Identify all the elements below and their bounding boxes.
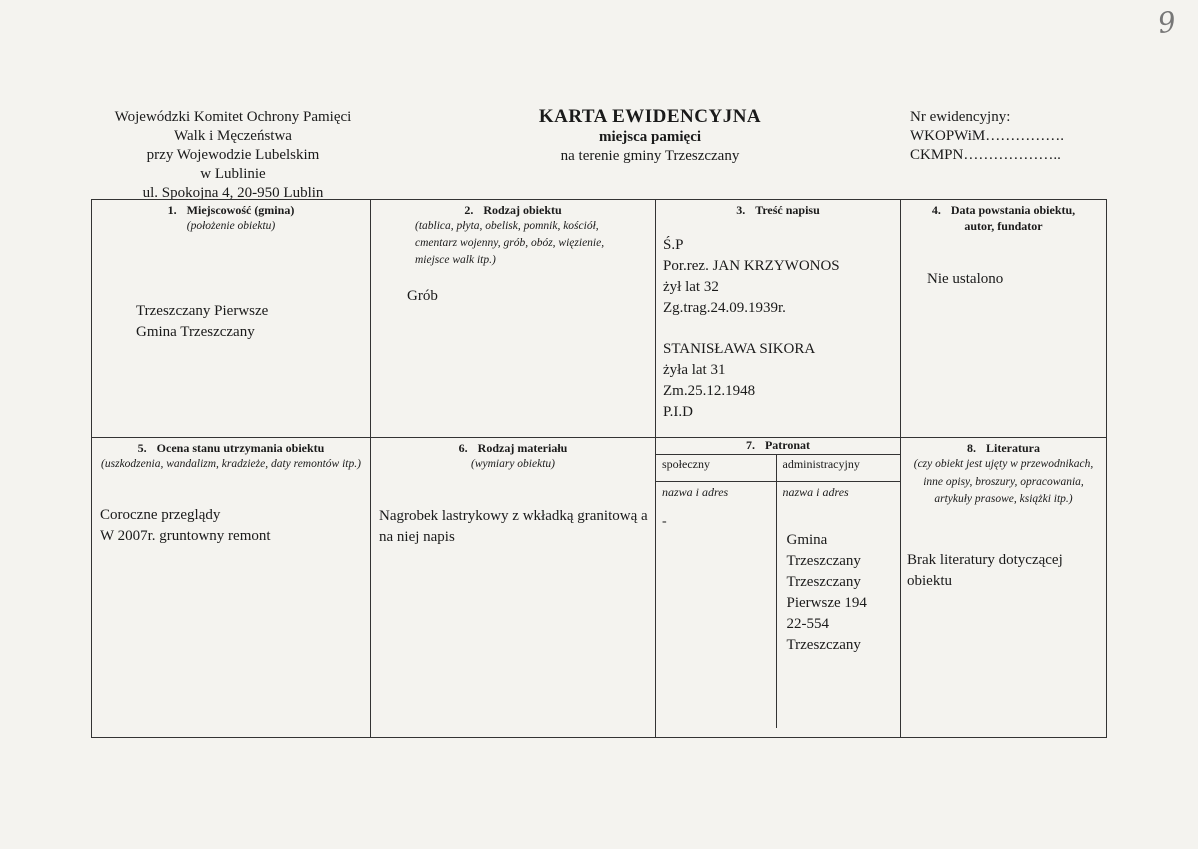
field-value: Ś.P Por.rez. JAN KRZYWONOS żył lat 32 Zg.trag.24.09.1939r. STANISŁAWA SIKORA żyła lat 31 Zm.25.12.1948 P.I.D: [663, 237, 840, 420]
field-header: 6. Rodzaj materiału: [458, 441, 568, 455]
registry-label: Nr ewidencyjny:: [910, 109, 1011, 125]
field-value: Nagrobek lastrykowy z wkładką granitową a na niej napis: [379, 508, 648, 545]
issuer-line: Walk i Męczeństwa: [174, 128, 292, 144]
field-header: 5. Ocena stanu utrzymania obiektu: [137, 441, 325, 455]
patronage-admin-label: administracyjny: [776, 455, 900, 482]
issuer-block: [98, 108, 368, 203]
patronage-social-sublabel: nazwa i adres: [656, 482, 776, 503]
document-title-block: [500, 106, 800, 166]
field-location: [92, 200, 371, 438]
field-header-line2: autor, fundator: [964, 219, 1043, 233]
patronage-table: [656, 438, 900, 728]
patronage-admin-sublabel: nazwa i adres: [776, 482, 900, 503]
field-note: (tablica, płyta, obelisk, pomnik, kościół, cmentarz wojenny, grób, obóz, więzienie, miejsce walk itp.): [415, 220, 605, 266]
field-value: Nie ustalono: [927, 271, 1004, 287]
field-header: 3. Treść napisu: [736, 203, 820, 217]
patronage-social-value: -: [656, 502, 776, 728]
field-material: [371, 438, 656, 738]
field-value: Grób: [407, 288, 438, 304]
field-patronage: [656, 438, 901, 738]
field-note: (czy obiekt jest ujęty w przewodnikach, inne opisy, broszury, opracowania, artykuły prasowe, książki itp.): [913, 458, 1094, 505]
field-creation-date: [901, 200, 1107, 438]
registry-number-block: [910, 108, 1110, 165]
patronage-admin-value: Gmina Trzeszczany Trzeszczany Pierwsze 194 22-554 Trzeszczany: [786, 532, 867, 653]
field-value: Coroczne przeglądy W 2007r. gruntowny remont: [100, 507, 271, 544]
field-object-type: [371, 200, 656, 438]
registry-ckmpn: CKMPN………………..: [910, 147, 1061, 163]
registry-wkopwim: WKOPWiM…………….: [910, 128, 1064, 144]
field-value: Trzeszczany Pierwsze Gmina Trzeszczany: [136, 303, 269, 340]
issuer-address: ul. Spokojna 4, 20-950 Lublin: [142, 185, 324, 201]
field-note: (uszkodzenia, wandalizm, kradzieże, daty remontów itp.): [101, 458, 361, 470]
document-title: KARTA EWIDENCYJNA: [538, 106, 762, 127]
field-header: 7. Patronat: [745, 438, 811, 452]
page-number: 9: [1155, 4, 1179, 41]
field-header: 4. Data powstania obiektu,: [931, 203, 1076, 217]
issuer-line: w Lublinie: [200, 166, 266, 182]
field-note: (wymiary obiektu): [471, 458, 555, 470]
field-value: Brak literatury dotyczącej obiektu: [907, 552, 1063, 589]
issuer-line: Wojewódzki Komitet Ochrony Pamięci: [114, 109, 352, 125]
field-condition: [92, 438, 371, 738]
field-note: (położenie obiektu): [186, 220, 276, 232]
field-header: 2. Rodzaj obiektu: [464, 203, 562, 217]
document-subtitle: miejsca pamięci: [598, 129, 702, 145]
patronage-social-label: społeczny: [656, 455, 776, 482]
record-card-table: [91, 199, 1107, 738]
issuer-line: przy Wojewodzie Lubelskim: [146, 147, 320, 163]
field-header: 8. Literatura: [967, 441, 1040, 455]
field-inscription: [656, 200, 901, 438]
field-header: 1. Miejscowość (gmina): [167, 203, 295, 217]
document-subtitle-area: na terenie gminy Trzeszczany: [560, 148, 740, 164]
field-literature: [901, 438, 1107, 738]
